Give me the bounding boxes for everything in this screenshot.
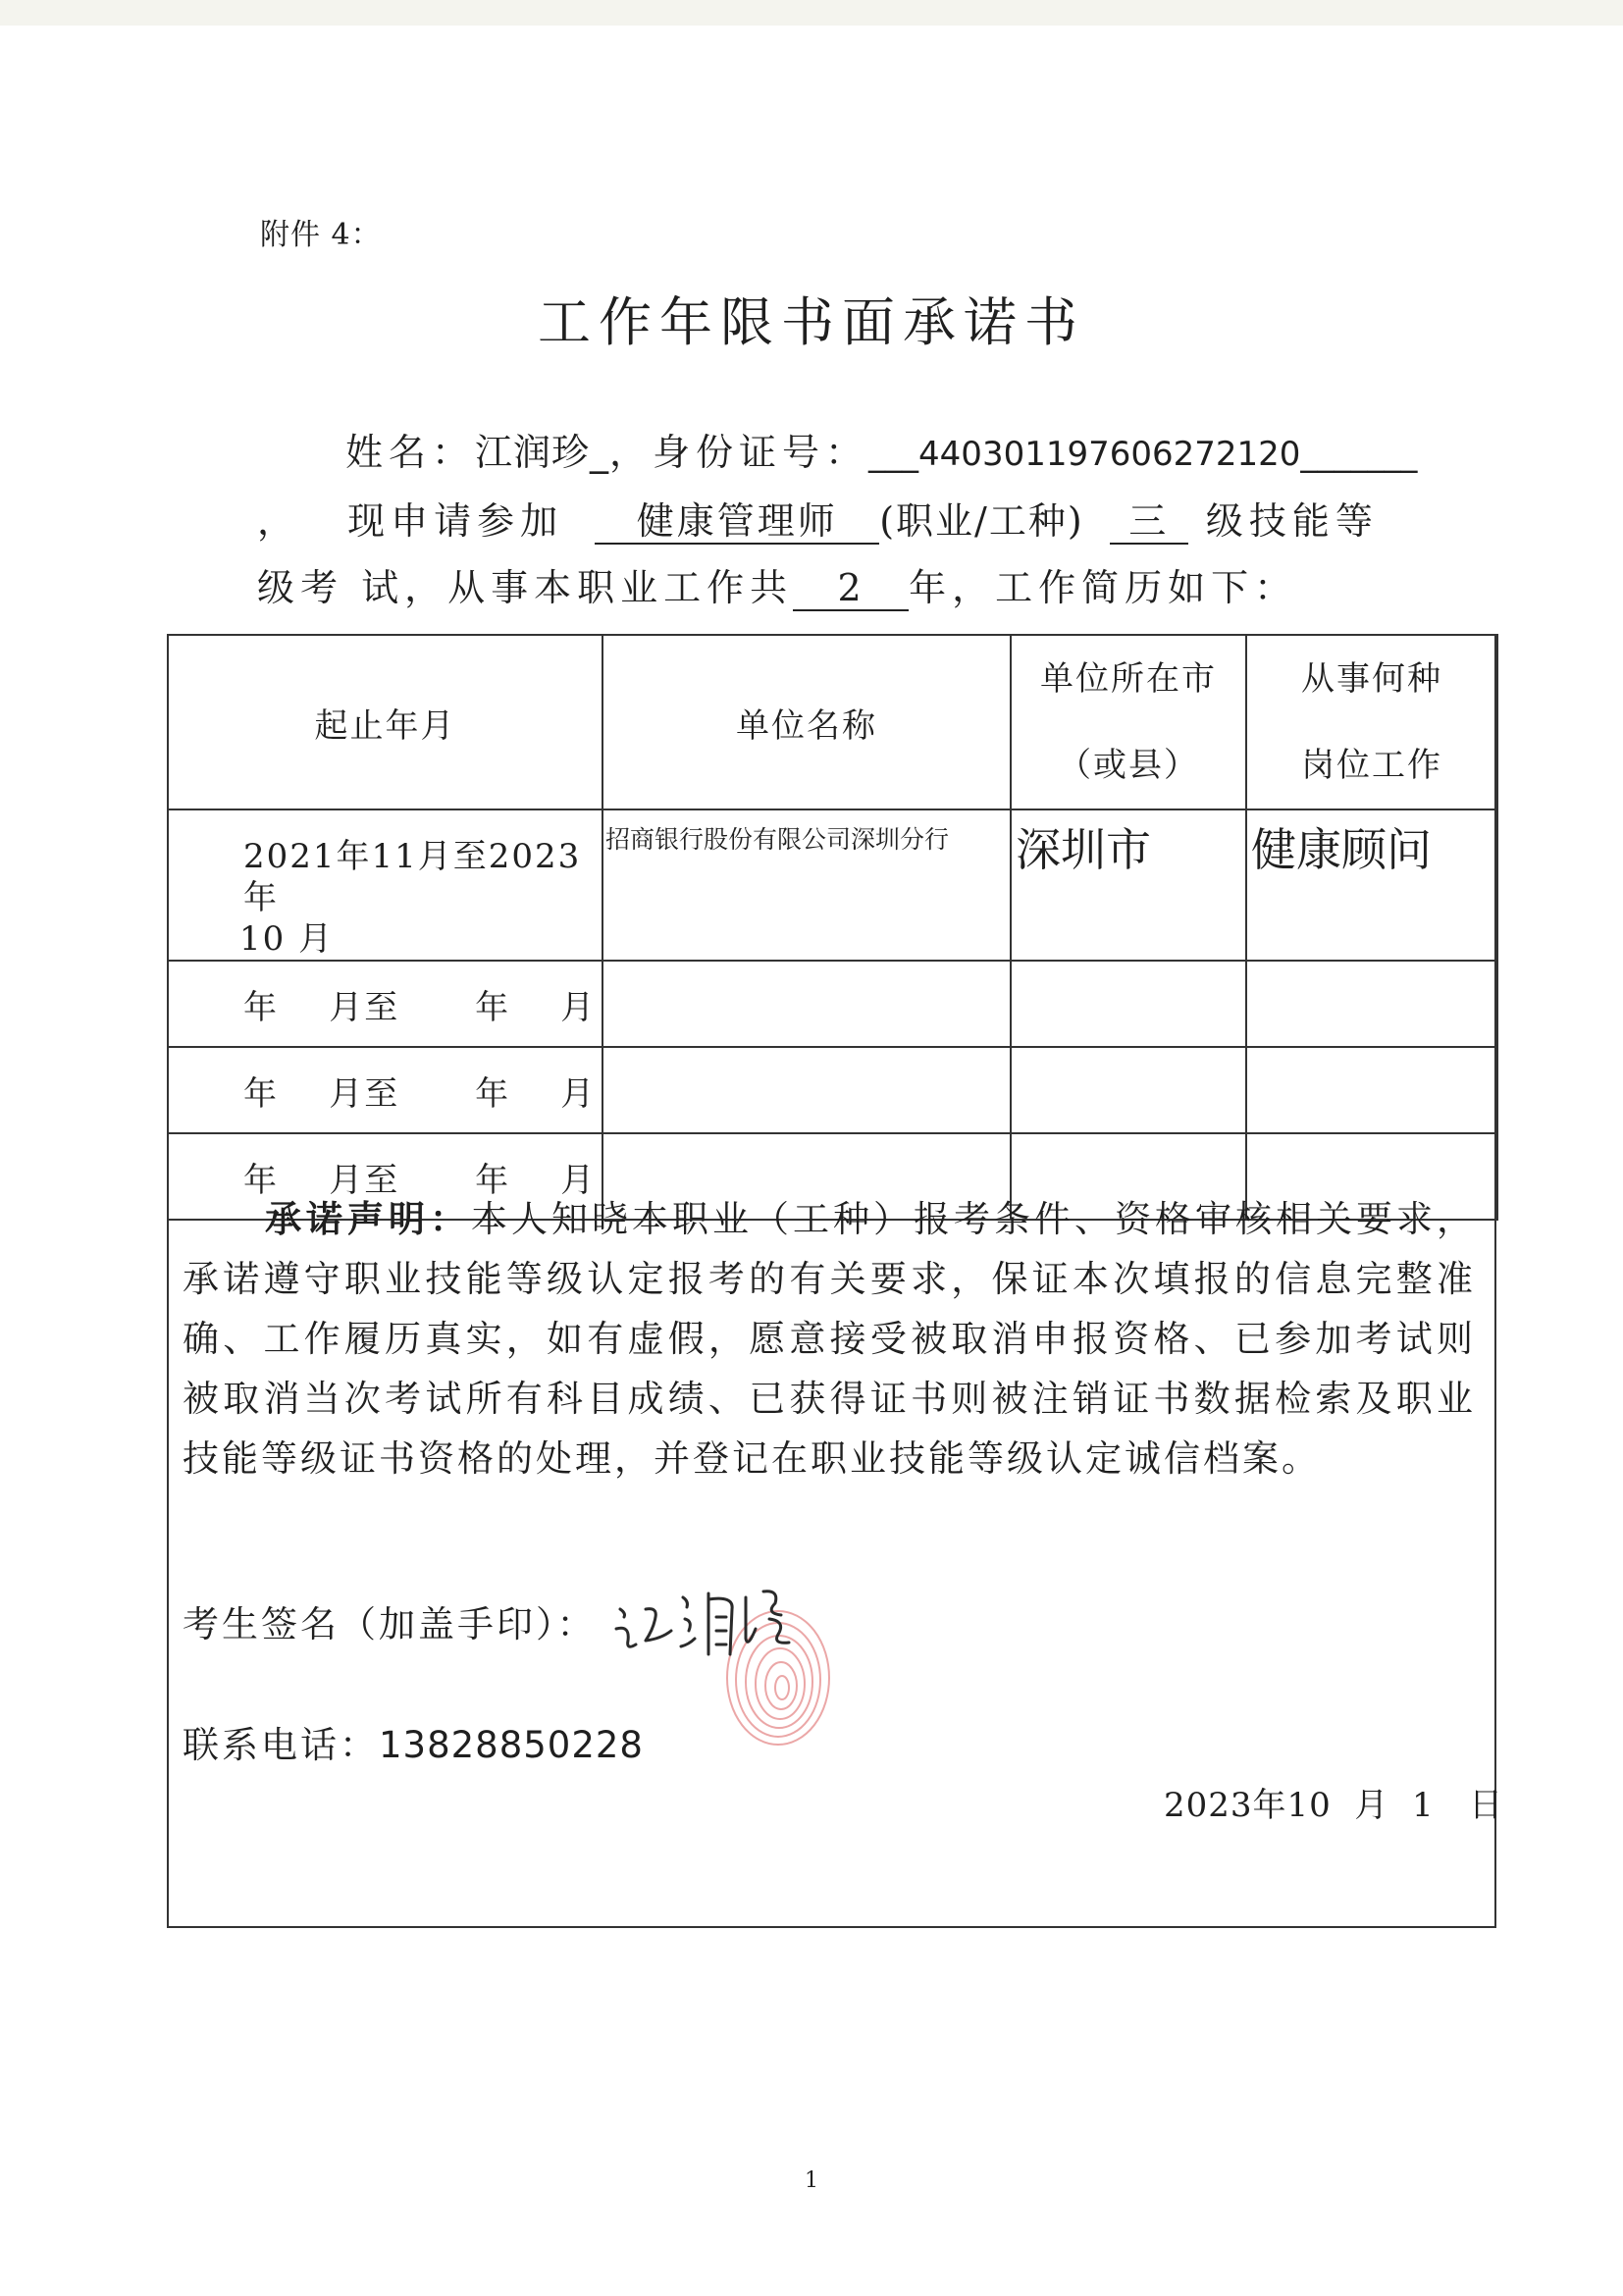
signing-date: 2023年10 月 1 日 <box>1164 1786 1504 1825</box>
signature-with-fingerprint <box>606 1570 881 1766</box>
level-suffix: 级技能等 <box>1205 499 1379 543</box>
level-value: 三 <box>1110 501 1188 545</box>
table-row <box>168 961 1497 1047</box>
pledge-text: 本人知晓本职业（工种）报考条件、资格审核相关要求，承诺遵守职业技能等级认定报考的有关要求，保证本次填报的信息完整准确、工作履历真实，如有虚假，愿意接受被取消申报资格、已参加考试则被取消当次考试所有科目成绩、已获得证书则被注销证书数据检索及职业技能等级证书资格的处理，并登记在职业技能等级认定诚信档案。 <box>183 1198 1476 1480</box>
header-post-line1: 从事何种 <box>1301 659 1442 699</box>
row2-unit <box>602 961 1011 1047</box>
row2-post <box>1246 961 1497 1047</box>
row4-period: 年 月至 年 月 <box>168 1133 602 1220</box>
row3-post <box>1246 1047 1497 1133</box>
id-label: ，身份证号： <box>609 431 869 474</box>
row3-city <box>1011 1047 1246 1133</box>
header-post-line2: 岗位工作 <box>1301 746 1442 785</box>
intro-line-3 <box>257 557 1297 611</box>
row3-period: 年 月至 年 月 <box>168 1047 602 1133</box>
row3-unit <box>602 1047 1011 1133</box>
table-row <box>168 809 1497 961</box>
name-value: 江润珍_ <box>475 431 610 474</box>
scan-edge <box>0 0 1623 26</box>
header-period: 起止年月 <box>168 635 602 809</box>
pledge-statement <box>183 1189 1476 1488</box>
header-unit: 单位名称 <box>602 635 1011 809</box>
handwritten-signature <box>616 1592 789 1654</box>
row1-city: 深圳市 <box>1011 809 1246 961</box>
pledge-label: 承诺声明： <box>265 1198 471 1240</box>
row1-period <box>168 809 602 961</box>
table-row <box>168 1047 1497 1133</box>
work-history-table <box>167 634 1498 1221</box>
name-label: 姓名： <box>345 431 476 474</box>
occupation-value: 健康管理师 <box>595 501 879 545</box>
header-city <box>1011 635 1246 809</box>
intro-line-1 <box>345 422 1417 476</box>
table-header-row <box>168 635 1497 809</box>
comma: ， <box>257 499 301 543</box>
row2-period: 年 月至 年 月 <box>168 961 602 1047</box>
document-title: 工作年限书面承诺书 <box>538 291 1085 353</box>
header-city-line2: （或县） <box>1058 746 1199 785</box>
page-number: 1 <box>805 2168 818 2193</box>
fingerprint-mark <box>727 1611 829 1745</box>
row2-city <box>1011 961 1246 1047</box>
signature-label: 考生签名（加盖手印）： <box>183 1603 597 1645</box>
phone-number: 13828850228 <box>379 1724 644 1766</box>
row1-post: 健康顾问 <box>1246 809 1497 961</box>
occupation-suffix: (职业/工种) <box>879 499 1084 543</box>
id-number: ___440301197606272120_______ <box>868 435 1418 474</box>
attachment-label: 附件 4： <box>260 218 382 252</box>
work-years-suffix: 年，工作简历如下： <box>909 566 1298 609</box>
phone-label: 联系电话： <box>183 1724 379 1766</box>
row1-period-line2: 10 月 <box>239 919 335 959</box>
row1-unit: 招商银行股份有限公司深圳分行 <box>602 809 1011 961</box>
apply-text: 现申请参加 <box>347 499 564 543</box>
phone-line <box>183 1715 644 1768</box>
work-years-value: 2 <box>793 568 909 611</box>
header-city-line1: 单位所在市 <box>1040 659 1217 699</box>
row1-period-line1: 2021年11月至2023 年 <box>243 837 582 917</box>
header-post <box>1246 635 1497 809</box>
work-years-prefix: 级考 试，从事本职业工作共 <box>257 566 794 609</box>
intro-line-2 <box>257 491 1379 545</box>
